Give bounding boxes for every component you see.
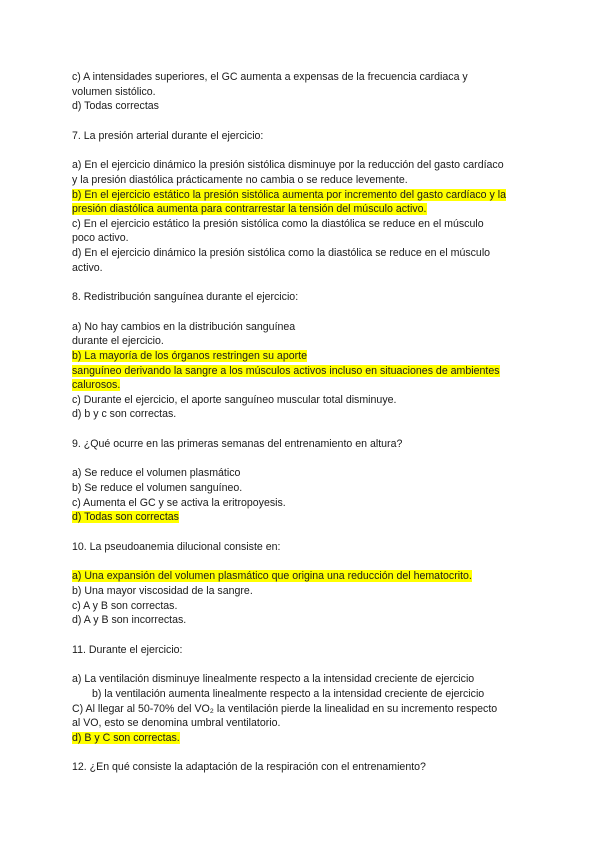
q7-option-b-line1-highlighted: b) En el ejercicio estático la presión sistólica aumenta por incremento del gasto cardíaco y la — [72, 188, 506, 201]
q9-option-d-highlighted: d) Todas son correctas — [72, 511, 179, 524]
q8-option-d: d) b y c son correctas. — [72, 408, 177, 421]
q8-title: 8. Redistribución sanguínea durante el ejercicio: — [72, 291, 299, 304]
q7-option-c-line2: poco activo. — [72, 232, 129, 245]
q10-option-c: c) A y B son correctas. — [72, 599, 178, 612]
q6-option-d: d) Todas correctas — [72, 100, 159, 113]
q9-option-a: a) Se reduce el volumen plasmático — [72, 467, 241, 480]
q12-title: 12. ¿En qué consiste la adaptación de la respiración con el entrenamiento? — [72, 761, 426, 774]
q7-option-b-line2-highlighted: presión diastólica aumenta para contrarrestar la tensión del músculo activo. — [72, 203, 427, 216]
q7-option-d-line2: activo. — [72, 261, 103, 274]
q7-option-a-line1: a) En el ejercicio dinámico la presión sistólica disminuye por la reducción del gasto cardíaco — [72, 159, 504, 172]
q7-option-a-line2: y la presión diastólica prácticamente no cambia o se reduce levemente. — [72, 173, 408, 186]
q11-option-c-line1: C) Al llegar al 50-70% del VO₂ la ventilación pierde la linealidad en su incremento respecto — [72, 702, 498, 715]
q11-option-c-line2: al VO, esto se denomina umbral ventilatorio. — [72, 717, 281, 730]
q8-option-b-line1-highlighted: b) La mayoría de los órganos restringen su aporte — [72, 349, 307, 362]
q10-title: 10. La pseudoanemia dilucional consiste en: — [72, 540, 281, 553]
q7-option-d-line1: d) En el ejercicio dinámico la presión sistólica como la diastólica se reduce en el músculo — [72, 246, 491, 259]
document-page — [72, 70, 532, 775]
q9-title: 9. ¿Qué ocurre en las primeras semanas del entrenamiento en altura? — [72, 437, 403, 450]
q10-option-b: b) Una mayor viscosidad de la sangre. — [72, 585, 253, 598]
q8-option-b-line3-highlighted: calurosos. — [72, 379, 121, 392]
q8-option-c: c) Durante el ejercicio, el aporte sanguíneo muscular total disminuye. — [72, 393, 397, 406]
q11-option-b: b) la ventilación aumenta linealmente respecto a la intensidad creciente de ejercicio — [92, 688, 485, 700]
q6-option-c-line1: c) A intensidades superiores, el GC aumenta a expensas de la frecuencia cardiaca y — [72, 71, 468, 83]
q9-option-c: c) Aumenta el GC y se activa la eritropoyesis. — [72, 496, 286, 509]
q11-option-d-highlighted: d) B y C son correctas. — [72, 731, 180, 744]
q11-title: 11. Durante el ejercicio: — [72, 643, 183, 656]
q8-option-a-line1: a) No hay cambios en la distribución sanguínea — [72, 320, 296, 333]
q11-option-a: a) La ventilación disminuye linealmente respecto a la intensidad creciente de ejercicio — [72, 673, 475, 686]
q9-option-b: b) Se reduce el volumen sanguíneo. — [72, 482, 243, 495]
q7-option-c-line1: c) En el ejercicio estático la presión sistólica como la diastólica se reduce en el músculo — [72, 217, 484, 230]
q7-title: 7. La presión arterial durante el ejercicio: — [72, 129, 264, 142]
q8-option-b-line2-highlighted: sanguíneo derivando la sangre a los músculos activos incluso en situaciones de ambientes — [72, 364, 500, 377]
q6-option-c-line2: volumen sistólico. — [72, 85, 156, 98]
q8-option-a-line2: durante el ejercicio. — [72, 335, 164, 348]
q10-option-a-highlighted: a) Una expansión del volumen plasmático que origina una reducción del hematocrito. — [72, 570, 472, 583]
q10-option-d: d) A y B son incorrectas. — [72, 614, 187, 627]
